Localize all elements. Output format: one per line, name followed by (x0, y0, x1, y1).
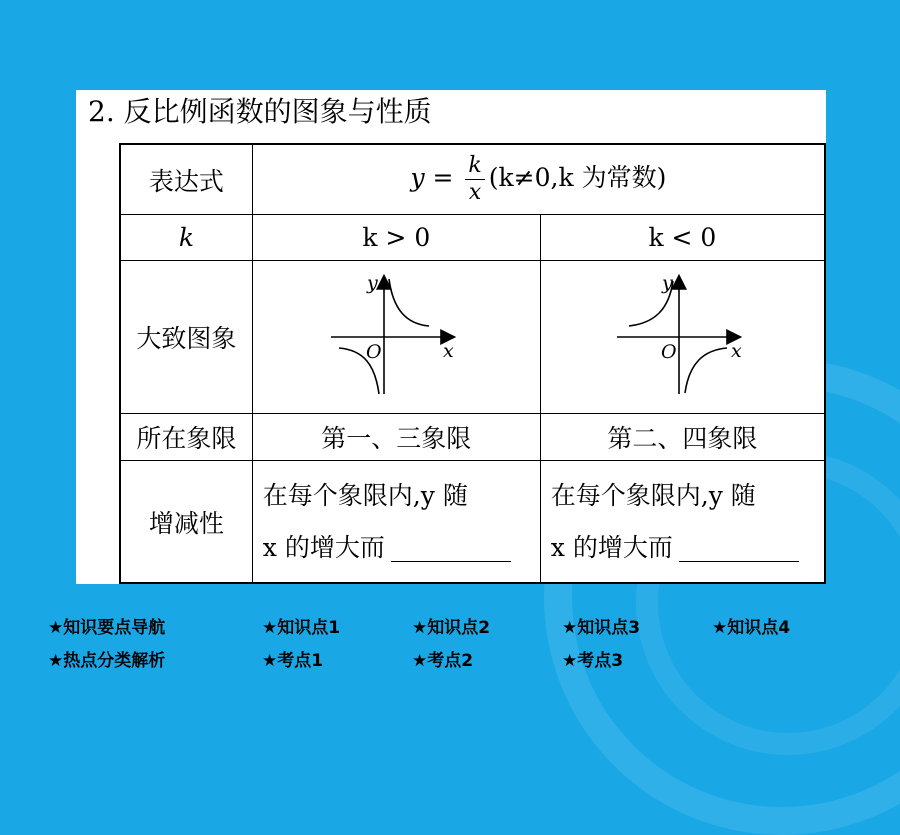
table-row-quadrant (120, 414, 825, 461)
nav-link-exam-3[interactable]: ★考点3 (562, 651, 624, 671)
nav-link-point-4[interactable]: ★知识点4 (712, 618, 791, 638)
mono-line1: 在每个象限内,y 随 (550, 480, 756, 510)
quadrant-positive: 第一、三象限 (252, 414, 540, 461)
row-label-quadrant: 所在象限 (120, 414, 252, 461)
formula-condition: (k≠0,k 为常数) (488, 163, 667, 192)
mono-line2 (551, 522, 824, 574)
formula-y: y (410, 163, 425, 192)
nav-link-point-1[interactable]: ★知识点1 (262, 618, 341, 638)
axis-y-label: y (367, 272, 379, 294)
quadrant-negative: 第二、四象限 (540, 414, 825, 461)
formula-eq: = (424, 163, 462, 192)
mono-line1: 在每个象限内,y 随 (262, 480, 468, 510)
row-label-graph: 大致图象 (120, 261, 252, 414)
row-label-expression: 表达式 (120, 144, 252, 215)
section-heading: 2. 反比例函数的图象与性质 (88, 95, 432, 128)
mono-line2-text: x 的增大而 (550, 532, 673, 562)
answer-blank (679, 560, 799, 562)
k-positive: k > 0 (252, 215, 540, 261)
nav-link-hot-topics[interactable]: ★热点分类解析 (48, 651, 166, 671)
mono-line2-text: x 的增大而 (262, 532, 385, 562)
nav-link-exam-2[interactable]: ★考点2 (412, 651, 474, 671)
table-row-monotonicity (120, 461, 825, 584)
row-label-monotonicity: 增减性 (120, 461, 252, 584)
branch-quadrant-4 (685, 348, 727, 393)
formula-denominator: x (468, 180, 482, 205)
table-row-k (120, 215, 825, 261)
properties-table (119, 143, 826, 584)
k-negative: k < 0 (540, 215, 825, 261)
expression-formula (252, 144, 825, 215)
formula-numerator: k (465, 153, 484, 180)
mono-line2 (263, 522, 540, 574)
table-row-expression (120, 144, 825, 215)
branch-quadrant-1 (389, 279, 429, 326)
axis-x-label: x (731, 340, 743, 362)
nav-link-point-2[interactable]: ★知识点2 (412, 618, 491, 638)
monotonicity-negative (540, 461, 825, 584)
formula-fraction (465, 153, 484, 206)
hyperbola-graph-positive (321, 269, 471, 399)
axis-x-label: x (443, 340, 454, 362)
hyperbola-graph-negative (607, 269, 757, 399)
axis-y-label: y (662, 272, 674, 294)
nav-link-point-3[interactable]: ★知识点3 (562, 618, 641, 638)
graph-cell-positive (252, 261, 540, 414)
monotonicity-positive (252, 461, 540, 584)
origin-label: O (661, 341, 677, 363)
nav-link-key-points[interactable]: ★知识要点导航 (48, 618, 166, 638)
table-row-graph (120, 261, 825, 414)
content-panel (76, 90, 826, 584)
nav-link-exam-1[interactable]: ★考点1 (262, 651, 324, 671)
origin-label: O (366, 341, 382, 363)
graph-cell-negative (540, 261, 825, 414)
row-label-k: k (120, 215, 252, 261)
answer-blank (391, 560, 511, 562)
